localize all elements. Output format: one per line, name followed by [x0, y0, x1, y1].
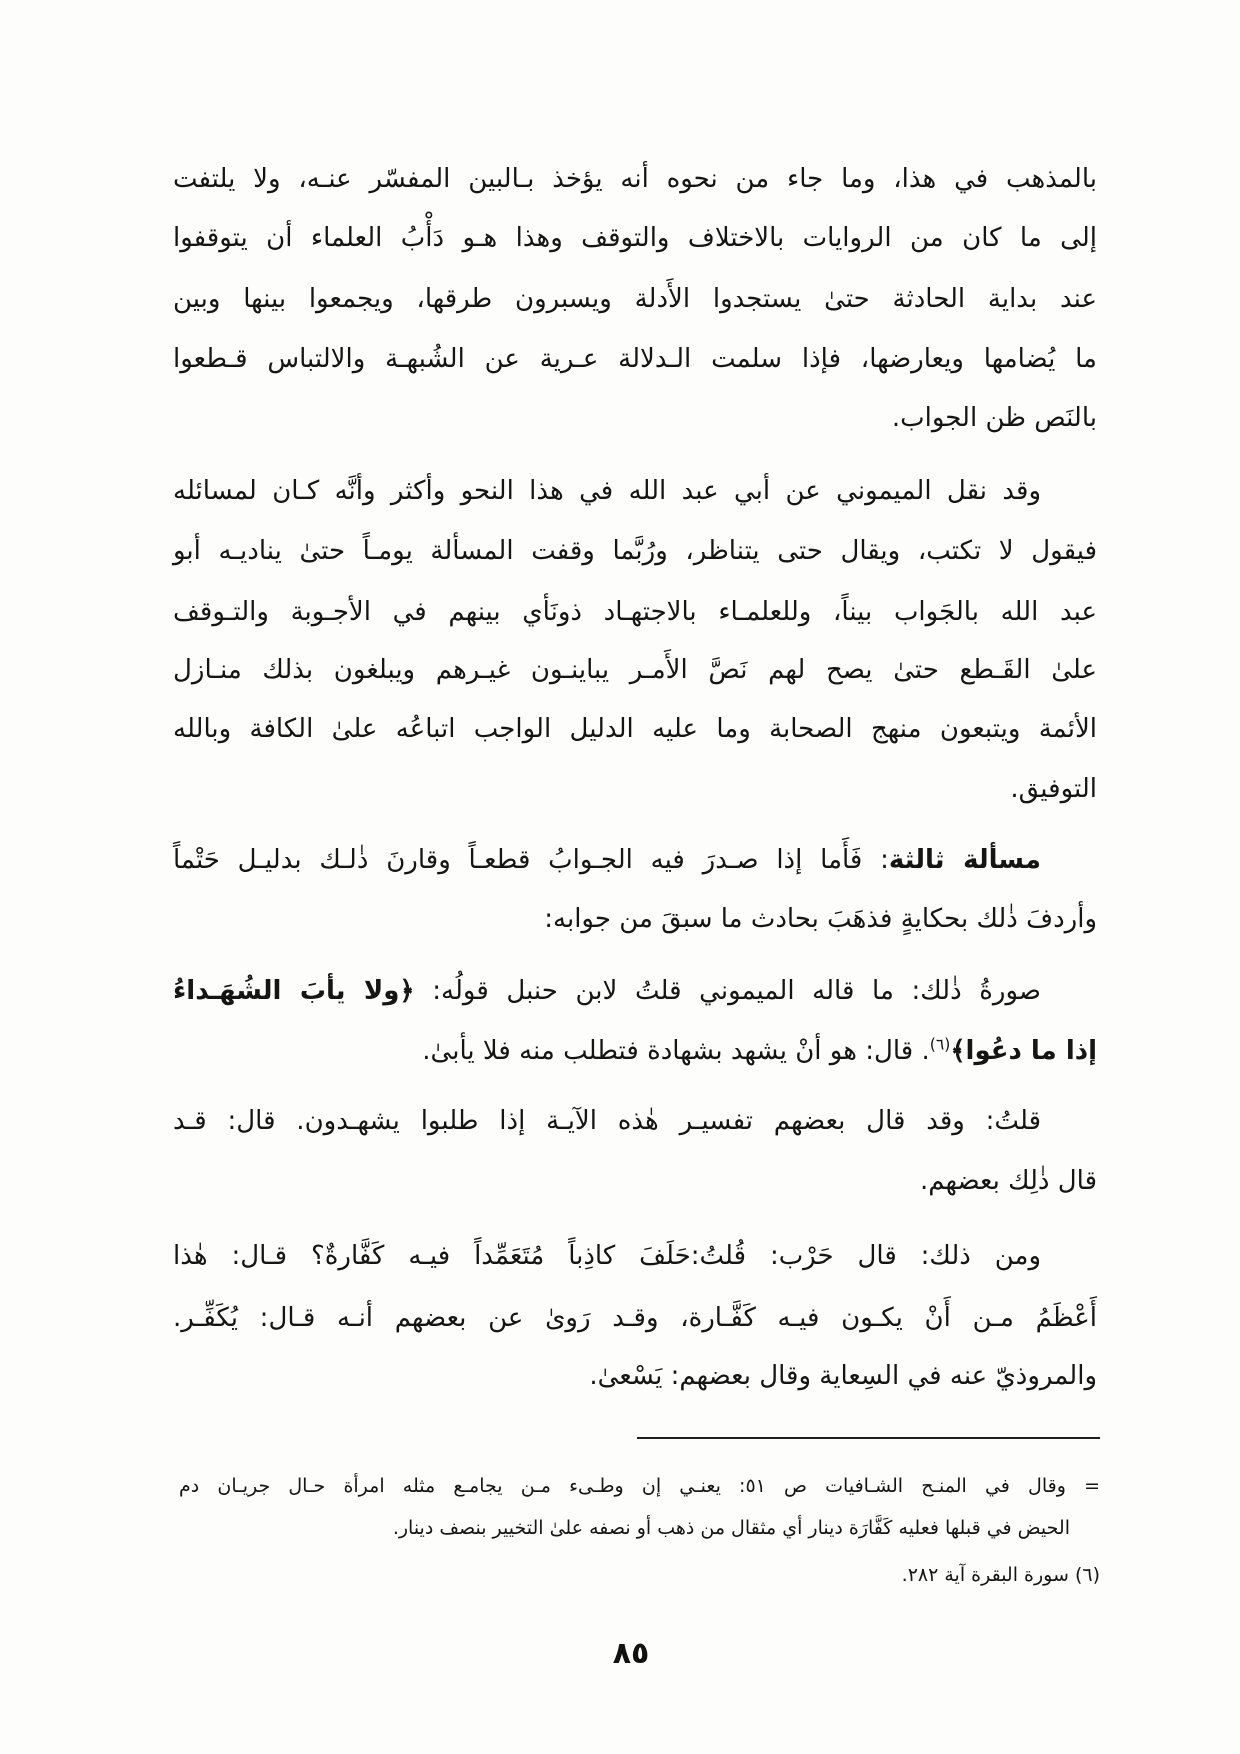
paragraph-2-line-4: علىٰ القَـطع حتىٰ يصح لهم نَصَّ الأَمـر يباينـون غيـرهم ويبلغون بذلك منـازل [173, 655, 1097, 685]
paragraph-6-line-1: ومن ذلك: قال حَرْب: قُلتُ:حَلَفَ كاذِباً مُتَعَمِّداً فيـه كَفَّارةٌ؟ قـال: هٰذا [173, 1241, 1041, 1271]
paragraph-3-line-1-text: : فَأَما إذا صـدرَ فيه الجـوابُ قطعـاً وقارنَ ذٰلـك بدليـل حَتْماً [173, 845, 889, 875]
paragraph-2-line-1: وقد نقل الميموني عن أبي عبد الله في هذا النحو وأكثر وأنَّه كـان لمسائله [173, 476, 1041, 506]
paragraph-6-line-2: أَعْظَمُ مـن أَنْ يكـون فيـه كَفَّـارة، وقـد رَوىٰ عن بعضهم أنـه قـال: يُكَفِّـر. [173, 1303, 1097, 1333]
paragraph-2-line-3: عبد الله بالجَواب بيناً، وللعلمـاء بالاجتهـاد ذونَأي بينهم في الأجـوبة والتـوقف [173, 597, 1097, 627]
paragraph-1-line-1: بالمذهب في هذا، وما جاء من نحوه أنه يؤخذ بـالبين المفسّر عنـه، ولا يلتفت [173, 164, 1097, 194]
paragraph-3-line-2: وأردفَ ذٰلك بحكايةٍ فذهَبَ بحادث ما سبقَ من جوابه: [544, 904, 1097, 934]
paragraph-5-line-1: قلتُ: وقد قال بعضهم تفسيـر هٰذه الآيـة إذا طلبوا يشهـدون. قال: قـد [173, 1106, 1041, 1136]
paragraph-1-line-5: بالنَص ظن الجواب. [891, 403, 1097, 433]
page-number: ٨٥ [612, 1636, 650, 1671]
paragraph-1-line-3: عند بداية الحادثة حتىٰ يستجدوا الأَدلة ويسبرون طرقها، ويجمعوا بينها وبين [173, 284, 1097, 314]
footnote-6: (٦) سورة البقرة آية ٢٨٢. [901, 1564, 1100, 1586]
quran-quote-end: إذا ما دعُوا﴾ [950, 1036, 1097, 1066]
paragraph-4-line-1-text: صورةُ ذٰلك: ما قاله الميموني قلتُ لابن حنبل قولُه: [414, 976, 1041, 1006]
paragraph-1-line-2: إلى ما كان من الروايات بالاختلاف والتوقف وهذا هـو دَأْبُ العلماء أن يتوقفوا [173, 223, 1097, 253]
footnote-ref-6: (٦) [929, 1035, 951, 1054]
paragraph-6-line-3: والمروذيّ عنه في السِعاية وقال بعضهم: يَسْعىٰ. [589, 1361, 1097, 1391]
paragraph-4-line-2-text: . قال: هو أنْ يشهد بشهادة فتطلب منه فلا يأبىٰ. [422, 1036, 930, 1066]
paragraph-5-line-2: قال ذٰلِك بعضهم. [919, 1166, 1097, 1196]
quran-quote-start: ﴿ولا يأبَ الشُهَـداءُ [173, 976, 415, 1006]
section-heading: مسألة ثالثة [888, 845, 1041, 875]
footnotes [179, 0, 1100, 1754]
paragraph-2-line-5: الأئمة ويتبعون منهج الصحابة وما عليه الدليل الواجب اتباعُه علىٰ الكافة وبالله [173, 714, 1097, 744]
footnote-continued-line-1: = وقال في المنـح الشـافيات ص ٥١: يعنـي إن وطـىء مـن يجامـع مثله امرأة حـال جريـان دم [179, 1475, 1100, 1497]
paragraph-1-line-4: ما يُضامها ويعارضها، فإذا سلمت الـدلالة عـرية عن الشُبهـة والالتباس قـطعوا [173, 344, 1097, 374]
paragraph-2-line-6: التوفيق. [1010, 774, 1097, 804]
paragraph-2-line-2: فيقول لا تكتب، ويقال حتى يتناظر، ورُبَّما وقفت المسألة يومـاً حتىٰ يناديـه أبو [173, 536, 1097, 566]
footnote-continued-line-2: الحيض في قبلها فعليه كَفَّارَة دينار أي مثقال من ذهب أو نصفه علىٰ التخيير بنصف دينار. [392, 1517, 1070, 1539]
